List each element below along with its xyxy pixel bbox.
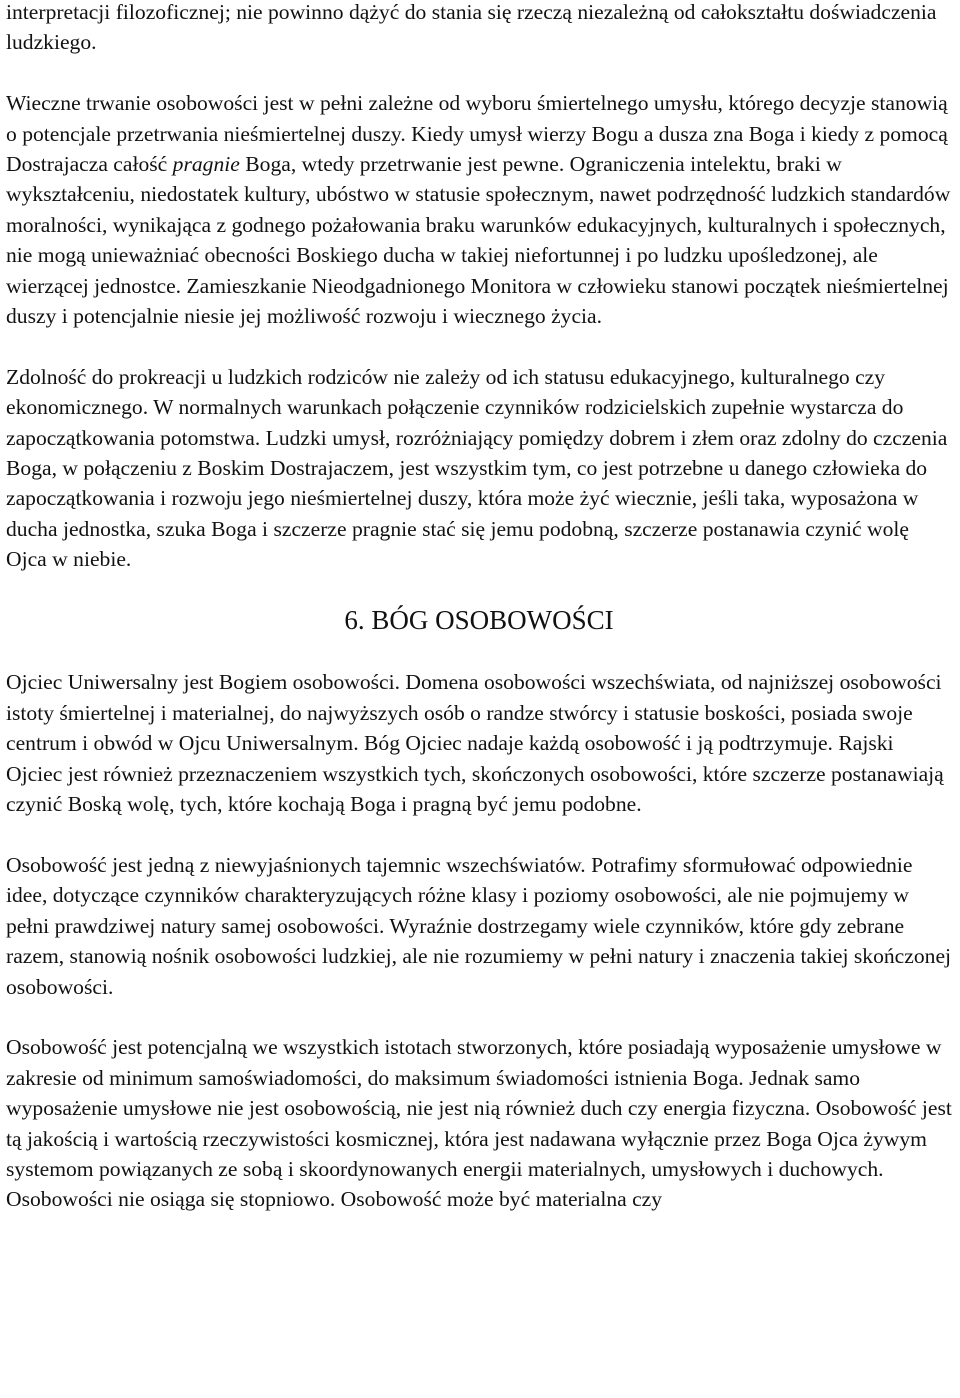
paragraph-procreation: Zdolność do prokreacji u ludzkich rodziców nie zależy od ich statusu edukacyjnego, kulturalnego czy ekonomicznego. W normalnych warunkach połączenie czynników rodzicielskich zupełnie wystarcza do zapoczątkowania potomstwa. Ludzki umysł, rozróżniający pomiędzy dobrem i złem oraz zdolny do czczenia Boga, w połączeniu z Boskim Dostrajaczem, jest wszystkim tym, co jest potrzebne u danego człowieka do zapoczątkowania i rozwoju jego nieśmiertelnej duszy, która może żyć wiecznie, jeśli taka, wyposażona w ducha jednostka, szuka Boga i szczerze pragnie stać się jemu podobną, szczerze postanawia czynić wolę Ojca w niebie. [6, 364, 948, 572]
paragraph-survival-text-a: Wieczne trwanie osobowości jest w pełni zależne od wyboru śmiertelnego umysłu, którego decyzje stanowią o potencjale przetrwania nieśmiertelnej duszy. Kiedy umysł wierzy Bogu a dusza zna Boga i kiedy z pomocą Dostrajacza całość [6, 91, 948, 177]
emphasis-pragnie: pragnie [172, 152, 240, 177]
section-heading: 6. BÓG OSOBOWOŚCI [344, 605, 614, 636]
paragraph-survival [6, 88, 952, 331]
paragraph-personality-potential: Osobowość jest potencjalną we wszystkich istotach stworzonych, które posiadają wyposażenie umysłowe w zakresie od minimum samoświadomości, do maksimum świadomości istnienia Boga. Jednak samo wyposażenie umysłowe nie jest osobowością, nie jest nią również duch czy energia fizyczna. Osobowość jest tą jakością i wartością rzeczywistości kosmicznej, która jest nadawana wyłącznie przez Boga Ojca żywym systemom powiązanych ze sobą i skoordynowanych energii materialnych, umysłowych i duchowych. Osobowości nie osiąga się stopniowo. Osobowość może być materialna czy [6, 1035, 952, 1212]
paragraph-survival-text-b: Boga, wtedy przetrwanie jest pewne. Ograniczenia intelektu, braki w wykształceniu, niedostatek kultury, ubóstwo w statusie społecznym, nawet podrzędność ludzkich standardów moralności, wynikająca z godnego pożałowania braku warunków edukacyjnych, kulturalnych i społecznych, nie mogą unieważniać obecności Boskiego ducha w takiej niefortunnej i po ludzku upośledzonej, ale wierzącej jednostce. Zamieszkanie Nieodgadnionego Monitora w człowieku stanowi początek nieśmiertelnej duszy i potencjalnie niesie jej możliwość rozwoju i wiecznego życia. [6, 152, 951, 329]
paragraph-intro-continuation: interpretacji filozoficznej; nie powinno dążyć do stania się rzeczą niezależną od całokształtu doświadczenia ludzkiego. [6, 0, 937, 55]
document-page [6, 0, 952, 1245]
paragraph-god-of-personality: Ojciec Uniwersalny jest Bogiem osobowości. Domena osobowości wszechświata, od najniższej osobowości istoty śmiertelnej i materialnej, do najwyższych osób o randze stwórcy i statusie boskości, posiada swoje centrum i obwód w Ojcu Uniwersalnym. Bóg Ojciec nadaje każdą osobowość i ją podtrzymuje. Rajski Ojciec jest również przeznaczeniem wszystkich tych, skończonych osobowości, które szczerze postanawiają czynić Boską wolę, tych, które kochają Boga i pragną być jemu podobne. [6, 670, 944, 817]
paragraph-personality-mystery: Osobowość jest jedną z niewyjaśnionych tajemnic wszechświatów. Potrafimy sformułować odpowiednie idee, dotyczące czynników charakteryzujących różne klasy i poziomy osobowości, ale nie pojmujemy w pełni prawdziwej natury samej osobowości. Wyraźnie dostrzegamy wiele czynników, które gdy zebrane razem, stanowią nośnik osobowości ludzkiej, ale nie rozumiemy w pełni natury i znaczenia takiej skończonej osobowości. [6, 852, 952, 999]
